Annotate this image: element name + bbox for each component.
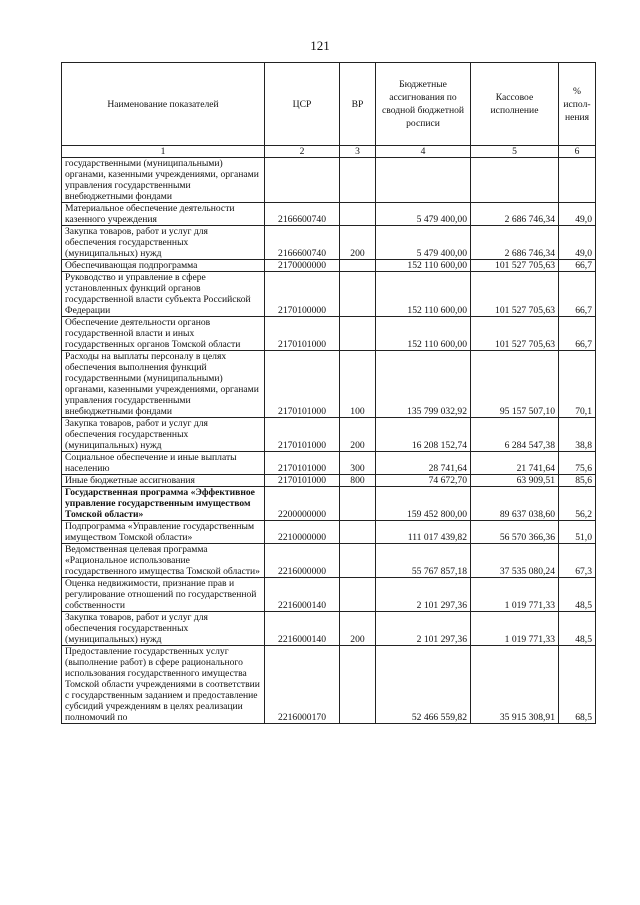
page-number: 121 [310,38,330,53]
row-cash-execution: 6 284 547,38 [471,418,559,452]
row-vr [340,521,376,544]
row-execution-percent: 68,5 [559,646,596,724]
row-execution-percent: 48,5 [559,578,596,612]
row-budget-allocation: 5 479 400,00 [376,203,471,226]
row-csr: 2170101000 [265,418,340,452]
row-cash-execution [471,158,559,203]
table-row [62,260,596,272]
row-cash-execution: 2 686 746,34 [471,203,559,226]
row-vr [340,487,376,521]
table-row [62,317,596,351]
row-vr: 200 [340,612,376,646]
table-row [62,418,596,452]
table-row [62,475,596,487]
row-csr: 2170101000 [265,452,340,475]
row-vr: 200 [340,418,376,452]
row-csr: 2170100000 [265,272,340,317]
row-cash-execution: 101 527 705,63 [471,260,559,272]
row-csr: 2166600740 [265,226,340,260]
row-budget-allocation: 152 110 600,00 [376,260,471,272]
header-budget-allocations: Бюджетные ассигнования по сводной бюджетной росписи [376,63,471,146]
row-vr [340,260,376,272]
row-csr: 2216000140 [265,612,340,646]
row-execution-percent: 66,7 [559,272,596,317]
header-cash-execution: Кассовое исполнение [471,63,559,146]
column-number: 1 [62,146,265,158]
row-budget-allocation: 74 672,70 [376,475,471,487]
row-vr: 300 [340,452,376,475]
table-row [62,521,596,544]
row-execution-percent [559,158,596,203]
row-cash-execution: 101 527 705,63 [471,272,559,317]
column-number: 3 [340,146,376,158]
row-execution-percent: 66,7 [559,317,596,351]
row-indicator-name: Обеспечивающая подпрограмма [62,260,265,272]
row-indicator-name: Обеспечение деятельности органов государственной власти и иных государственных органов Томской области [62,317,265,351]
row-execution-percent: 38,8 [559,418,596,452]
table-row [62,544,596,578]
row-csr: 2216000000 [265,544,340,578]
row-indicator-name: Оценка недвижимости, признание прав и регулирование отношений по государственной собственности [62,578,265,612]
row-csr: 2210000000 [265,521,340,544]
column-number: 5 [471,146,559,158]
row-indicator-name: Материальное обеспечение деятельности казенного учреждения [62,203,265,226]
row-budget-allocation: 28 741,64 [376,452,471,475]
row-indicator-name: Государственная программа «Эффективное управление государственным имуществом Томской области» [62,487,265,521]
row-execution-percent: 56,2 [559,487,596,521]
row-csr: 2200000000 [265,487,340,521]
row-vr: 800 [340,475,376,487]
row-budget-allocation: 55 767 857,18 [376,544,471,578]
row-cash-execution: 35 915 308,91 [471,646,559,724]
row-cash-execution: 1 019 771,33 [471,578,559,612]
row-budget-allocation: 16 208 152,74 [376,418,471,452]
row-budget-allocation [376,158,471,203]
row-execution-percent: 49,0 [559,226,596,260]
row-csr: 2170101000 [265,351,340,418]
row-cash-execution: 37 535 080,24 [471,544,559,578]
column-number: 4 [376,146,471,158]
row-budget-allocation: 2 101 297,36 [376,612,471,646]
row-csr: 2166600740 [265,203,340,226]
column-number-row [62,146,596,158]
row-budget-allocation: 2 101 297,36 [376,578,471,612]
table-row [62,487,596,521]
row-execution-percent: 66,7 [559,260,596,272]
row-budget-allocation: 135 799 032,92 [376,351,471,418]
row-cash-execution: 2 686 746,34 [471,226,559,260]
row-indicator-name: Руководство и управление в сфере установленных функций органов государственной власти субъекта Российской Федерации [62,272,265,317]
column-number: 6 [559,146,596,158]
row-indicator-name: Ведомственная целевая программа «Рациональное использование государственного имущества Томской области» [62,544,265,578]
row-budget-allocation: 152 110 600,00 [376,317,471,351]
row-budget-allocation: 159 452 800,00 [376,487,471,521]
budget-execution-table [61,62,596,724]
row-vr: 100 [340,351,376,418]
row-cash-execution: 56 570 366,36 [471,521,559,544]
column-number: 2 [265,146,340,158]
table-row [62,351,596,418]
table-row [62,158,596,203]
row-csr [265,158,340,203]
row-vr [340,272,376,317]
header-execution-percent: % испол-нения [559,63,596,146]
table-row [62,646,596,724]
header-indicator-name: Наименование показателей [62,63,265,146]
row-indicator-name: Закупка товаров, работ и услуг для обеспечения государственных (муниципальных) нужд [62,418,265,452]
header-csr: ЦСР [265,63,340,146]
row-indicator-name: Подпрограмма «Управление государственным имуществом Томской области» [62,521,265,544]
table-row [62,226,596,260]
row-indicator-name: Социальное обеспечение и иные выплаты населению [62,452,265,475]
row-execution-percent: 70,1 [559,351,596,418]
row-cash-execution: 101 527 705,63 [471,317,559,351]
table-header-row [62,63,596,146]
row-cash-execution: 21 741,64 [471,452,559,475]
row-vr [340,578,376,612]
row-cash-execution: 1 019 771,33 [471,612,559,646]
row-cash-execution: 89 637 038,60 [471,487,559,521]
row-vr: 200 [340,226,376,260]
row-cash-execution: 63 909,51 [471,475,559,487]
row-vr [340,544,376,578]
row-vr [340,317,376,351]
row-cash-execution: 95 157 507,10 [471,351,559,418]
row-budget-allocation: 5 479 400,00 [376,226,471,260]
row-vr [340,158,376,203]
row-execution-percent: 85,6 [559,475,596,487]
table-row [62,203,596,226]
row-csr: 2170000000 [265,260,340,272]
row-indicator-name: государственными (муниципальными) органами, казенными учреждениями, органами управления государственными внебюджетными фондами [62,158,265,203]
table-row [62,578,596,612]
row-budget-allocation: 52 466 559,82 [376,646,471,724]
row-budget-allocation: 111 017 439,82 [376,521,471,544]
row-indicator-name: Закупка товаров, работ и услуг для обеспечения государственных (муниципальных) нужд [62,612,265,646]
row-execution-percent: 75,6 [559,452,596,475]
row-execution-percent: 67,3 [559,544,596,578]
row-indicator-name: Закупка товаров, работ и услуг для обеспечения государственных (муниципальных) нужд [62,226,265,260]
row-csr: 2170101000 [265,317,340,351]
header-vr: ВР [340,63,376,146]
row-vr [340,203,376,226]
row-indicator-name: Иные бюджетные ассигнования [62,475,265,487]
row-csr: 2216000170 [265,646,340,724]
table-row [62,452,596,475]
row-budget-allocation: 152 110 600,00 [376,272,471,317]
table-row [62,612,596,646]
table-row [62,272,596,317]
table-body [62,158,596,724]
row-execution-percent: 49,0 [559,203,596,226]
row-indicator-name: Расходы на выплаты персоналу в целях обеспечения выполнения функций государственными (муниципальными) органами, казенными учреждениями, органами управления государственными внебюджетными фондами [62,351,265,418]
row-csr: 2216000140 [265,578,340,612]
row-execution-percent: 48,5 [559,612,596,646]
row-execution-percent: 51,0 [559,521,596,544]
row-vr [340,646,376,724]
row-csr: 2170101000 [265,475,340,487]
row-indicator-name: Предоставление государственных услуг (выполнение работ) в сфере рационального использования государственного имущества Томской области учреждениями в соответствии с государственным заданием и предоставление субсидий учреждениям в целях реализации полномочий по [62,646,265,724]
